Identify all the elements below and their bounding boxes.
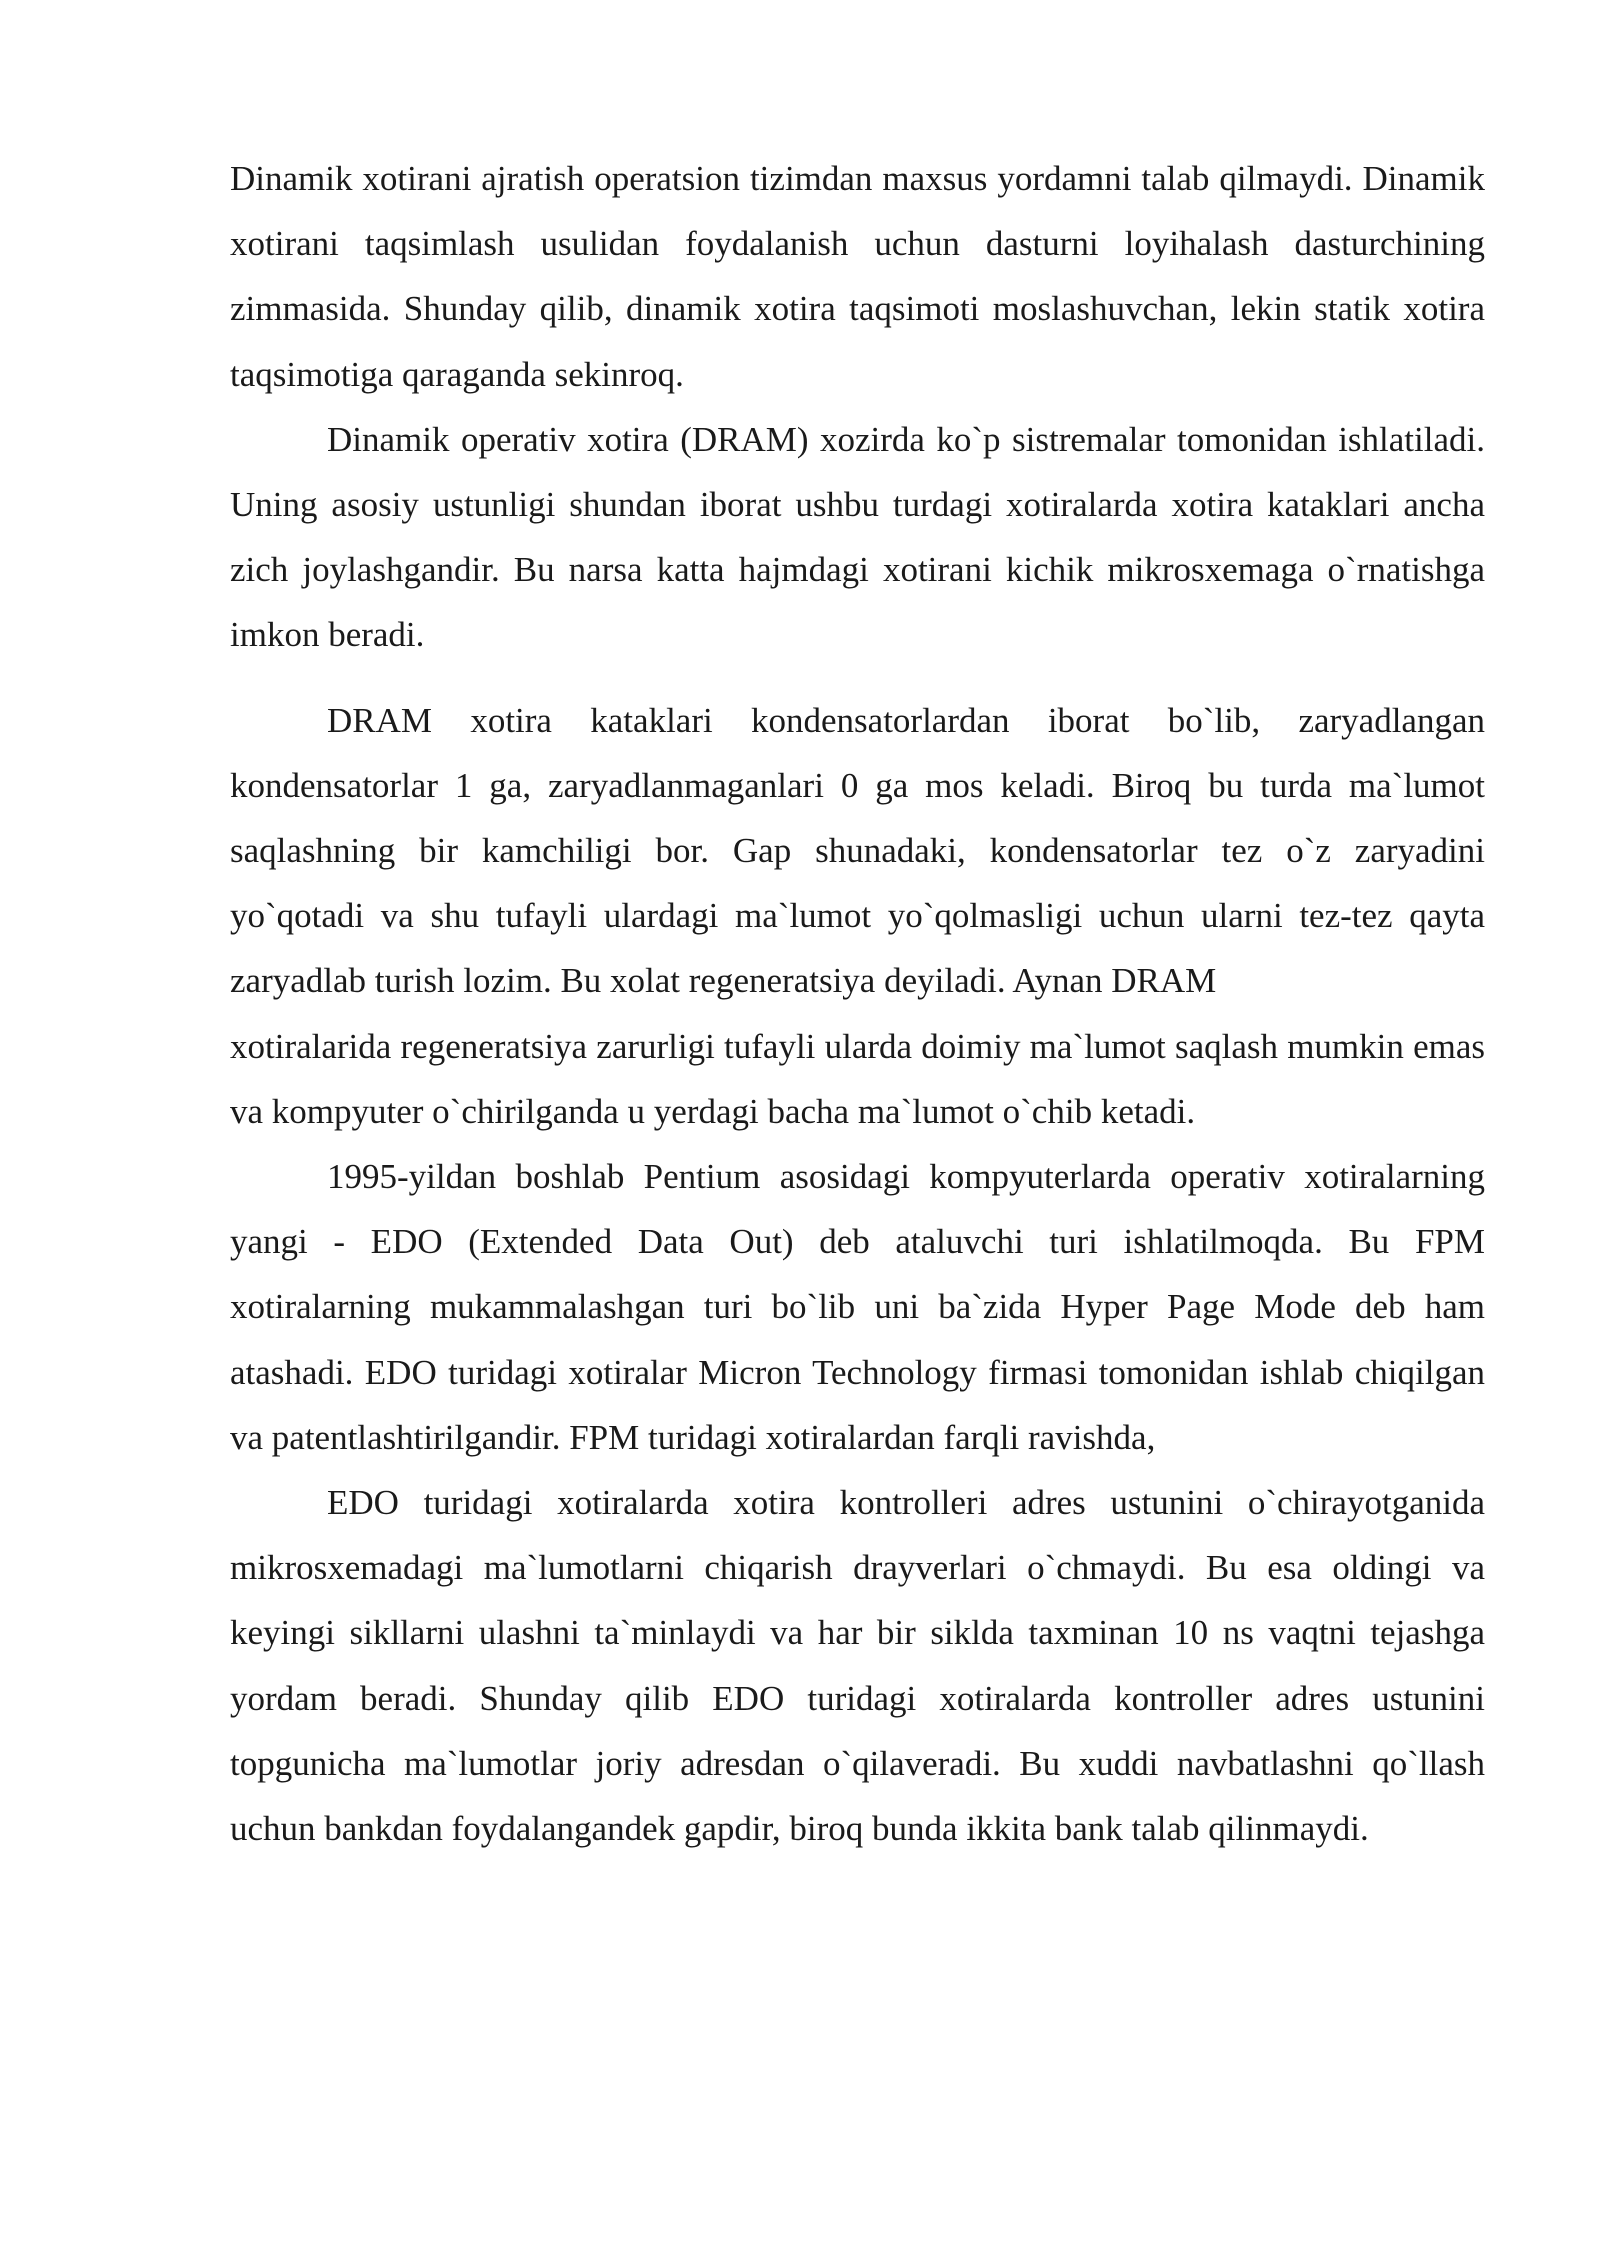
paragraph-dram-capacitors-continuation: xotiralarida regeneratsiya zarurligi tufayli ularda doimiy ma`lumot saqlash mumkin emas va kompyuter o`chirilganda u yerdagi bacha ma`lumot o`chib ketadi. xyxy=(230,1026,1485,1131)
paragraph-dram-capacitors xyxy=(230,688,1485,1014)
paragraph-dram-intro: Dinamik operativ xotira (DRAM) xozirda ko`p sistremalar tomonidan ishlatiladi. Uning asosiy ustunligi shundan iborat ushbu turdagi xotiralarda xotira kataklari ancha zich joylashgandir. Bu narsa katta hajmdagi xotirani kichik mikrosxemaga o`rnatishga imkon beradi. xyxy=(230,419,1485,655)
document-body xyxy=(230,146,1485,1861)
paragraph-dynamic-allocation: Dinamik xotirani ajratish operatsion tizimdan maxsus yordamni talab qilmaydi. Dinamik xotirani taqsimlash usulidan foydalanish uchun dasturni loyihalash dasturchining zimmasida. Shunday qilib, dinamik xotira taqsimoti moslashuvchan, lekin statik xotira taqsimotiga qaraganda sekinroq. xyxy=(230,159,1485,394)
paragraph-dram-capacitors-text: DRAM xotira kataklari kondensatorlardan iborat bo`lib, zaryadlangan kondensatorlar 1 ga, zaryadlanmaganlari 0 ga mos keladi. Biroq bu turda ma`lumot saqlashning bir kamchiligi bor. Gap shunadaki, kondensatorlar tez o`z zaryadini yo`qotadi va shu tufayli ulardagi ma`lumot yo`qolmasligi uchun ularni tez-tez qayta zaryadlab turish lozim. Bu xolat regeneratsiya deyiladi. Aynan DRAM xyxy=(230,700,1485,1001)
paragraph-edo-memory: 1995-yildan boshlab Pentium asosidagi kompyuterlarda operativ xotiralarning yangi - EDO (Extended Data Out) deb ataluvchi turi ishlatilmoqda. Bu FPM xotiralarning mukammalashgan turi bo`lib uni ba`zida Hyper Page Mode deb ham atashadi. EDO turidagi xotiralar Micron Technology firmasi tomonidan ishlab chiqilgan va patentlashtirilgandir. FPM turidagi xotiralardan farqli ravishda, xyxy=(230,1157,1485,1457)
paragraph-edo-controller: EDO turidagi xotiralarda xotira kontrolleri adres ustunini o`chirayotganida mikrosxemadagi ma`lumotlarni chiqarish drayverlari o`chmaydi. Bu esa oldingi va keyingi sikllarni ulashni ta`minlaydi va har bir siklda taxminan 10 ns vaqtni tejashga yordam beradi. Shunday qilib EDO turidagi xotiralarda kontroller adres ustunini topgunicha ma`lumotlar joriy adresdan o`qilaveradi. Bu xuddi navbatlashni qo`llash uchun bankdan foydalangandek gapdir, biroq bunda ikkita bank talab qilinmaydi. xyxy=(230,1483,1485,1849)
